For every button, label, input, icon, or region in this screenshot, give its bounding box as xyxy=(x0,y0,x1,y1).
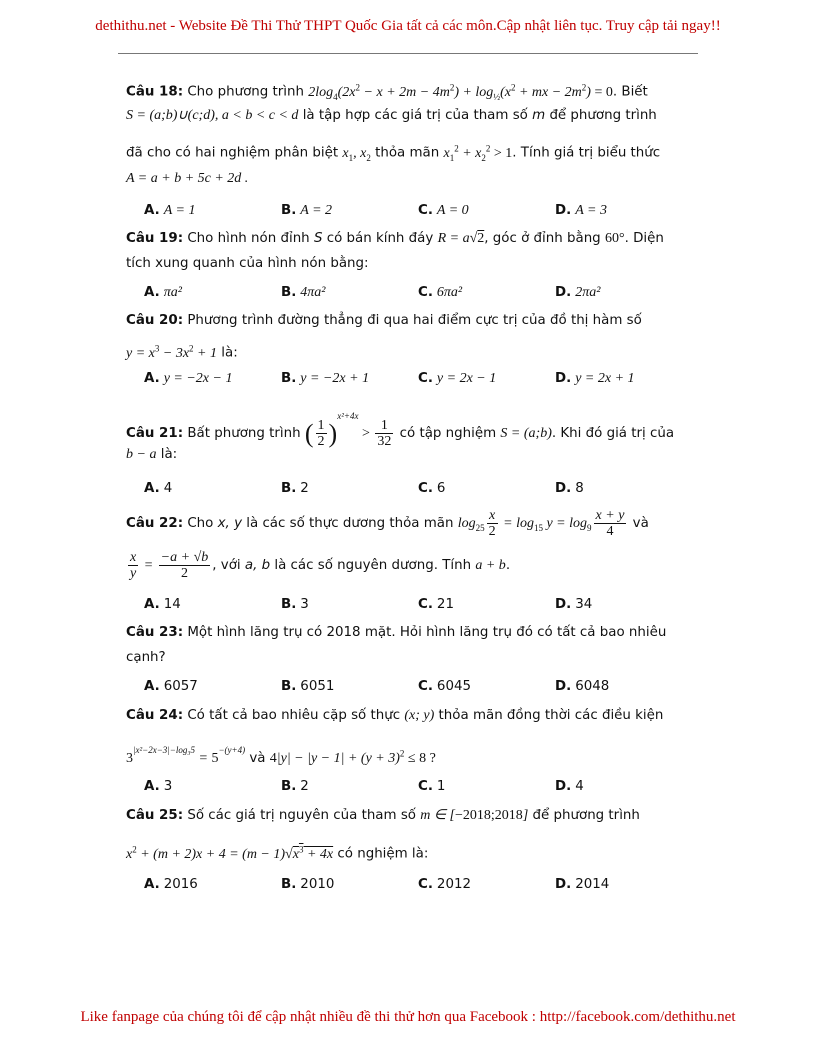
question-text: Cho hình nón đỉnh xyxy=(187,231,310,246)
option-c[interactable]: C. A = 0 xyxy=(418,202,469,218)
question-label: Câu 18: xyxy=(126,84,184,100)
formula-angle: 60° xyxy=(604,231,625,246)
option-d[interactable]: D. 8 xyxy=(555,480,584,496)
formula-inequality: ( $\frac{1}{2}$ )$^{x^2+4x}$ > $\frac{1}{32}$ xyxy=(304,411,392,450)
question-text: Cho xyxy=(187,516,214,531)
option-c[interactable]: C. 6 xyxy=(418,480,446,496)
option-d[interactable]: D. 34 xyxy=(555,596,593,612)
formula-expression: A = a + b + 5c + 2d . xyxy=(126,171,249,186)
question-21 xyxy=(126,394,692,498)
option-d[interactable]: D. A = 3 xyxy=(555,202,607,218)
variable-s: S xyxy=(313,231,323,246)
option-c[interactable]: C. 6045 xyxy=(418,678,471,694)
site-header-banner[interactable]: dethithu.net - Website Đề Thi Thử THPT Quốc Gia tất cả các môn.Cập nhật liên tục. Truy cập tải ngay!! xyxy=(95,18,721,34)
site-footer-banner[interactable]: Like fanpage của chúng tôi để cập nhật nhiều đề thi thử hơn qua Facebook : http://facebook.com/dethithu.net xyxy=(80,1009,736,1025)
option-d[interactable]: D. 6048 xyxy=(555,678,610,694)
answer-options xyxy=(126,676,692,696)
question-label: Câu 25: xyxy=(126,808,184,823)
option-c[interactable]: C. y = 2x − 1 xyxy=(418,370,497,386)
question-text: . Tính giá trị biểu thức xyxy=(512,145,661,161)
exam-content xyxy=(126,74,692,900)
answer-options xyxy=(126,282,692,302)
question-text: Bất phương trình xyxy=(187,426,301,441)
formula-set-s: S = (a;b)∪(c;d), a < b < c < d xyxy=(126,108,299,123)
question-label: Câu 22: xyxy=(126,516,184,531)
question-text: là các số thực dương thỏa mãn xyxy=(246,516,454,531)
question-label: Câu 24: xyxy=(126,708,184,723)
answer-options xyxy=(126,874,692,894)
question-text: tích xung quanh của hình nón bằng: xyxy=(126,256,369,271)
question-text: . Biết xyxy=(612,84,648,100)
option-a[interactable]: A. 2016 xyxy=(144,876,198,892)
variable-m: m xyxy=(532,108,546,123)
option-a[interactable]: A. y = −2x − 1 xyxy=(144,370,233,386)
option-b[interactable]: B. A = 2 xyxy=(281,202,333,218)
question-23 xyxy=(126,620,692,696)
option-b[interactable]: B. 2 xyxy=(281,778,309,794)
question-text: là: xyxy=(160,447,178,462)
question-20 xyxy=(126,308,692,388)
answer-options xyxy=(126,368,692,388)
question-25 xyxy=(126,802,692,894)
option-b[interactable]: B. y = −2x + 1 xyxy=(281,370,370,386)
question-label: Câu 21: xyxy=(126,426,184,441)
formula-range: m ∈ [−2018;2018] xyxy=(420,808,529,823)
question-label: Câu 23: xyxy=(126,625,184,640)
answer-options xyxy=(126,200,692,220)
option-c[interactable]: C. 6πa² xyxy=(418,284,463,300)
variables-ab: a, b xyxy=(244,558,271,573)
question-24 xyxy=(126,702,692,796)
question-text: . Khi đó giá trị của xyxy=(551,426,675,441)
question-text: là: xyxy=(221,345,238,361)
question-text: có nghiệm là: xyxy=(337,846,429,862)
question-text: là tập hợp các giá trị của tham số xyxy=(302,108,528,123)
option-a[interactable]: A. πa² xyxy=(144,284,182,300)
question-text: để phương trình xyxy=(549,108,657,123)
question-text: có tập nghiệm xyxy=(399,426,497,441)
answer-options xyxy=(126,594,692,614)
option-d[interactable]: D. 4 xyxy=(555,778,584,794)
option-d[interactable]: D. 2πa² xyxy=(555,284,601,300)
question-22: Câu 22: Cho x, y là các số thực dương thỏa mãn $\log_{25}$ $\frac{x}{2}$ = $\log_{15} y = \log_9$ $\frac{x + y}{4}$ và $\frac{x}{y}$ = $\frac{-a + √b}{2}$ , với a, b là các số nguyên dương. Tính a + b. A. 14 B. 3 C. 21 D. 34 xyxy=(126,504,692,614)
header-divider xyxy=(118,53,698,54)
formula-pair: (x; y) xyxy=(404,708,435,723)
formula-log-equation: $\log_{25}$ $\frac{x}{2}$ = $\log_{15} y = \log_9$ $\frac{x + y}{4}$ xyxy=(457,508,625,540)
question-text: , với xyxy=(212,558,241,573)
formula-a-plus-b: a + b xyxy=(475,558,506,573)
formula-solution-set: S = (a;b) xyxy=(500,426,552,441)
question-label: Câu 19: xyxy=(126,231,184,246)
question-text: Có tất cả bao nhiêu cặp số thực xyxy=(187,708,401,723)
formula-b-minus-a: b − a xyxy=(126,447,157,462)
question-text: có bán kính đáy xyxy=(326,231,434,246)
option-b[interactable]: B. 3 xyxy=(281,596,309,612)
question-text: là các số nguyên dương. Tính xyxy=(274,558,472,573)
formula-condition: $x_1^2 + x_2^2 > 1$ xyxy=(443,143,513,163)
question-text: , góc ở đỉnh bằng xyxy=(484,231,601,246)
option-b[interactable]: B. 2010 xyxy=(281,876,335,892)
question-text: cạnh? xyxy=(126,650,166,665)
formula-abs-inequality: $4|y| - |y - 1| + (y + 3)^2 \le 8$ ? xyxy=(269,748,436,766)
option-a[interactable]: A. 6057 xyxy=(144,678,198,694)
question-text: đã cho có hai nghiệm phân biệt xyxy=(126,145,339,161)
question-text: Một hình lăng trụ có 2018 mặt. Hỏi hình lăng trụ đó có tất cả bao nhiêu xyxy=(187,625,667,640)
question-text: thỏa mãn xyxy=(375,145,440,161)
option-b[interactable]: B. 2 xyxy=(281,480,309,496)
option-a[interactable]: A. 3 xyxy=(144,778,173,794)
option-c[interactable]: C. 2012 xyxy=(418,876,471,892)
option-d[interactable]: D. 2014 xyxy=(555,876,610,892)
variables-xy: x, y xyxy=(217,516,242,531)
answer-options xyxy=(126,478,692,498)
question-text: Số các giá trị nguyên của tham số xyxy=(187,808,416,823)
option-a[interactable]: A. A = 1 xyxy=(144,202,196,218)
option-b[interactable]: B. 4πa² xyxy=(281,284,326,300)
option-c[interactable]: C. 21 xyxy=(418,596,454,612)
option-c[interactable]: C. 1 xyxy=(418,778,446,794)
question-label: Câu 20: xyxy=(126,313,184,328)
formula-roots: $x_1$, $x_2$ xyxy=(342,145,371,163)
question-text: Cho phương trình xyxy=(187,84,304,100)
question-text: thỏa mãn đồng thời các điều kiện xyxy=(438,708,664,723)
formula-exponential: $3^{|x^2-2x-3|-log_35} = 5^{-(y+4)}$ xyxy=(126,745,246,766)
formula-radius: R = a√2 xyxy=(437,231,485,246)
question-text: và xyxy=(249,751,266,766)
answer-options xyxy=(126,776,692,796)
question-text: và xyxy=(632,516,649,531)
question-18 xyxy=(126,74,692,220)
question-text: Phương trình đường thẳng đi qua hai điểm cực trị của đồ thị hàm số xyxy=(187,313,642,328)
question-text: . Diện xyxy=(624,231,664,246)
formula-ratio: $\frac{x}{y}$ = $\frac{-a + √b}{2}$ xyxy=(130,550,209,582)
question-19 xyxy=(126,226,692,302)
option-d[interactable]: D. y = 2x + 1 xyxy=(555,370,635,386)
option-a[interactable]: A. 4 xyxy=(144,480,173,496)
formula-function: $y = x^3 - 3x^2 + 1$ xyxy=(126,343,217,361)
option-b[interactable]: B. 6051 xyxy=(281,678,335,694)
formula-equation: $2\log_4(2x^2 - x + 2m - 4m^2) + \log_{\frac{1}{2}}(x^2$ + mx − $2m^2) = 0$ xyxy=(308,82,613,102)
question-text: để phương trình xyxy=(532,808,640,823)
formula-equation-25: $x^2 + (m + 2)x + 4 = (m - 1)√x^3 + 4x$ xyxy=(126,844,334,862)
option-a[interactable]: A. 14 xyxy=(144,596,181,612)
